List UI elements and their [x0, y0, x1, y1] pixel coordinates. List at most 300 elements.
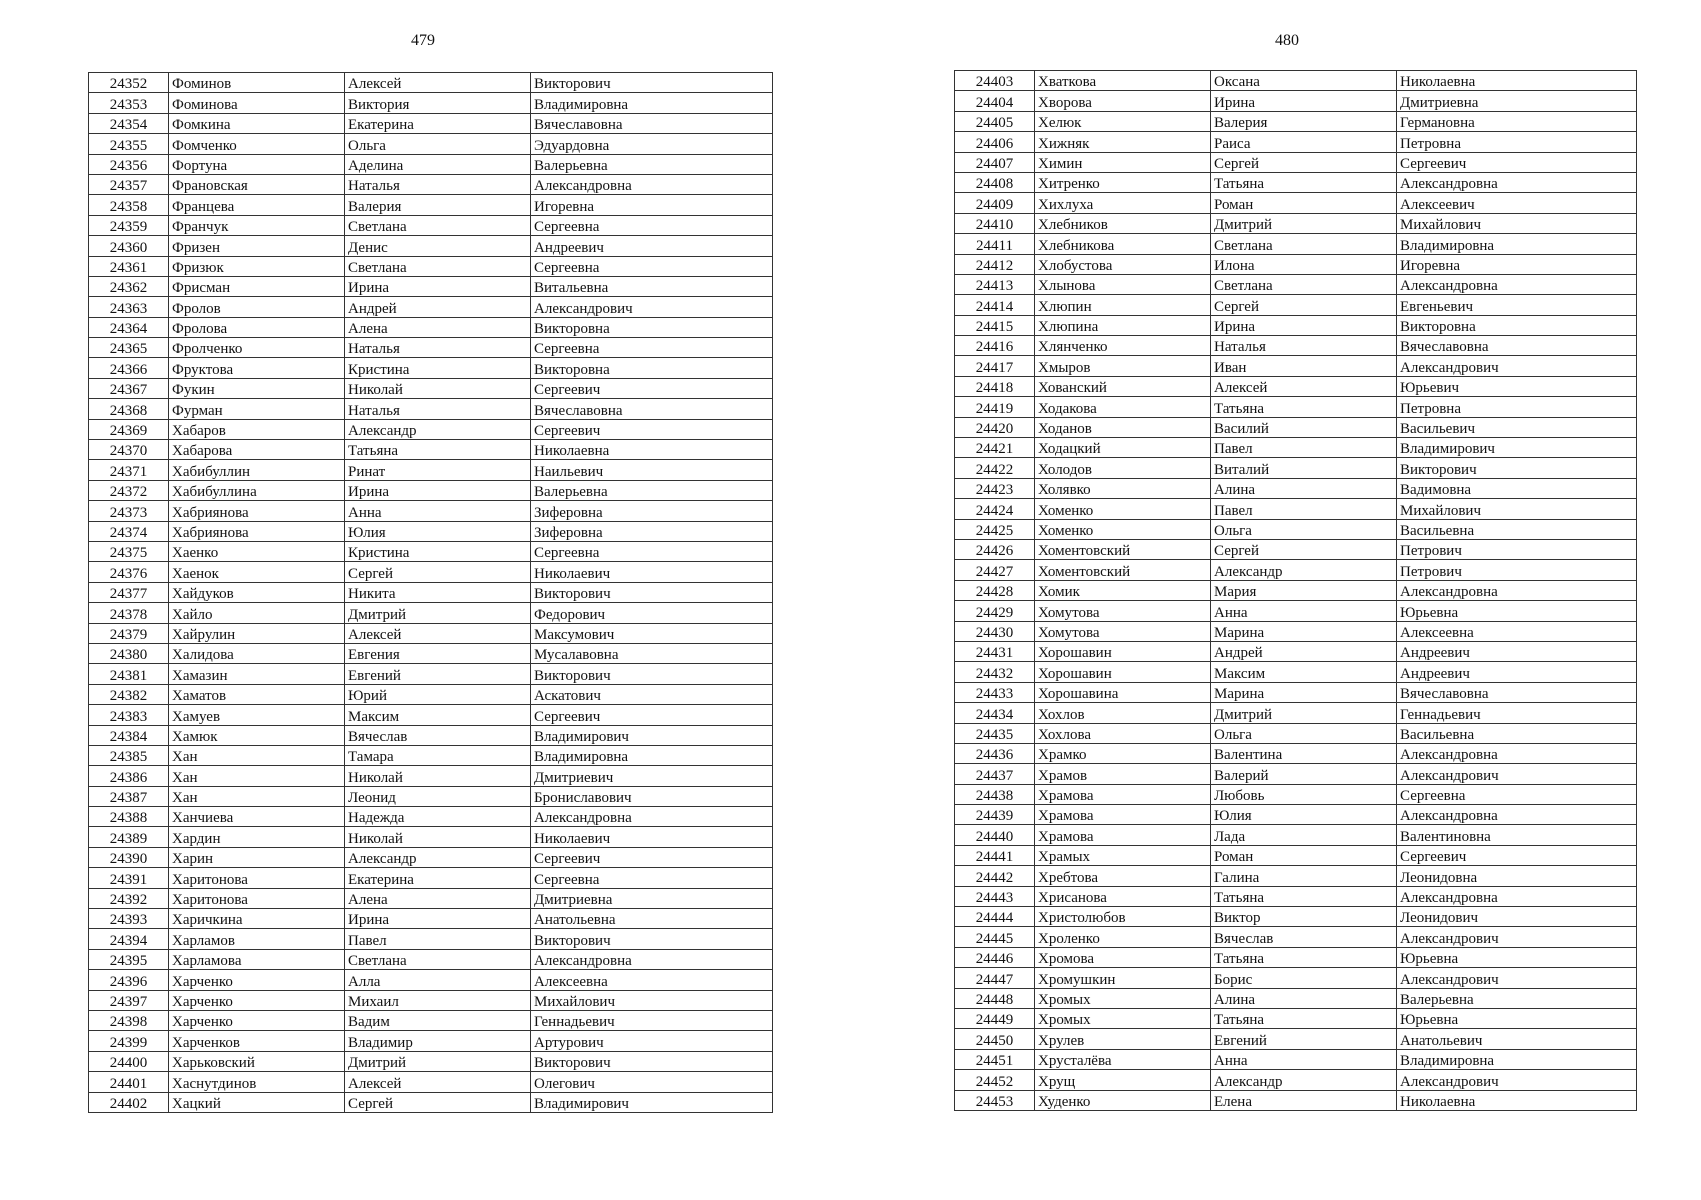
table-row — [89, 888, 773, 908]
first-name-cell: Павел — [345, 929, 531, 949]
last-name-cell: Франовская — [169, 174, 345, 194]
patronymic-cell: Сергеевна — [531, 215, 773, 235]
table-row — [955, 499, 1637, 519]
patronymic-cell: Сергеевна — [531, 338, 773, 358]
record-number-cell: 24374 — [89, 521, 169, 541]
table-row — [89, 1051, 773, 1071]
table-row — [955, 172, 1637, 192]
table-row — [89, 970, 773, 990]
record-number-cell: 24376 — [89, 562, 169, 582]
table-row — [955, 478, 1637, 498]
patronymic-cell: Александровна — [1397, 886, 1637, 906]
record-number-cell: 24444 — [955, 907, 1035, 927]
first-name-cell: Никита — [345, 582, 531, 602]
last-name-cell: Хорошавин — [1035, 641, 1211, 661]
last-name-cell: Харитонова — [169, 868, 345, 888]
first-name-cell: Алексей — [345, 1072, 531, 1092]
first-name-cell: Ирина — [1211, 315, 1397, 335]
first-name-cell: Татьяна — [1211, 886, 1397, 906]
record-number-cell: 24436 — [955, 743, 1035, 763]
patronymic-cell: Мусалавовна — [531, 643, 773, 663]
record-number-cell: 24366 — [89, 358, 169, 378]
first-name-cell: Светлана — [1211, 234, 1397, 254]
last-name-cell: Фролченко — [169, 338, 345, 358]
patronymic-cell: Владимировна — [531, 93, 773, 113]
first-name-cell: Алена — [345, 317, 531, 337]
patronymic-cell: Сергеевна — [531, 256, 773, 276]
table-row — [89, 317, 773, 337]
record-number-cell: 24361 — [89, 256, 169, 276]
record-number-cell: 24358 — [89, 195, 169, 215]
last-name-cell: Хан — [169, 745, 345, 765]
patronymic-cell: Сергеевич — [531, 847, 773, 867]
patronymic-cell: Александрович — [1397, 968, 1637, 988]
first-name-cell: Виктория — [345, 93, 531, 113]
first-name-cell: Андрей — [345, 297, 531, 317]
last-name-cell: Харитонова — [169, 888, 345, 908]
last-name-cell: Холявко — [1035, 478, 1211, 498]
record-number-cell: 24399 — [89, 1031, 169, 1051]
first-name-cell: Елена — [1211, 1090, 1397, 1110]
record-number-cell: 24445 — [955, 927, 1035, 947]
first-name-cell: Евгений — [345, 664, 531, 684]
last-name-cell: Хлянченко — [1035, 336, 1211, 356]
record-number-cell: 24392 — [89, 888, 169, 908]
last-name-cell: Фризен — [169, 236, 345, 256]
first-name-cell: Иван — [1211, 356, 1397, 376]
last-name-cell: Харьковский — [169, 1051, 345, 1071]
record-number-cell: 24397 — [89, 990, 169, 1010]
table-row — [89, 215, 773, 235]
last-name-cell: Хлебников — [1035, 213, 1211, 233]
table-row — [89, 134, 773, 154]
table-row — [89, 664, 773, 684]
first-name-cell: Николай — [345, 766, 531, 786]
first-name-cell: Наталья — [345, 174, 531, 194]
record-number-cell: 24378 — [89, 603, 169, 623]
last-name-cell: Хаенко — [169, 541, 345, 561]
table-row — [955, 947, 1637, 967]
last-name-cell: Хоменко — [1035, 499, 1211, 519]
table-row — [955, 1029, 1637, 1049]
first-name-cell: Ирина — [345, 909, 531, 929]
table-row — [89, 73, 773, 93]
last-name-cell: Хорошавин — [1035, 662, 1211, 682]
table-row — [89, 562, 773, 582]
first-name-cell: Светлана — [345, 215, 531, 235]
record-number-cell: 24402 — [89, 1092, 169, 1112]
last-name-cell: Фруктова — [169, 358, 345, 378]
patronymic-cell: Викторовна — [531, 317, 773, 337]
record-number-cell: 24453 — [955, 1090, 1035, 1110]
first-name-cell: Татьяна — [345, 440, 531, 460]
record-number-cell: 24367 — [89, 378, 169, 398]
patronymic-cell: Андреевич — [531, 236, 773, 256]
last-name-cell: Харченко — [169, 990, 345, 1010]
last-name-cell: Хромых — [1035, 988, 1211, 1008]
table-row — [955, 845, 1637, 865]
record-number-cell: 24448 — [955, 988, 1035, 1008]
record-number-cell: 24438 — [955, 784, 1035, 804]
patronymic-cell: Дмитриевич — [531, 766, 773, 786]
table-row — [89, 1010, 773, 1030]
patronymic-cell: Игоревна — [531, 195, 773, 215]
record-number-cell: 24433 — [955, 682, 1035, 702]
table-row — [955, 336, 1637, 356]
patronymic-cell: Александрович — [1397, 764, 1637, 784]
patronymic-cell: Петрович — [1397, 560, 1637, 580]
patronymic-cell: Сергеевна — [1397, 784, 1637, 804]
patronymic-cell: Николаевич — [531, 827, 773, 847]
first-name-cell: Николай — [345, 378, 531, 398]
patronymic-cell: Викторовна — [1397, 315, 1637, 335]
table-row — [89, 725, 773, 745]
patronymic-cell: Васильевна — [1397, 723, 1637, 743]
record-number-cell: 24427 — [955, 560, 1035, 580]
last-name-cell: Фролов — [169, 297, 345, 317]
last-name-cell: Фоминов — [169, 73, 345, 93]
first-name-cell: Ольга — [1211, 519, 1397, 539]
first-name-cell: Любовь — [1211, 784, 1397, 804]
table-row — [89, 1031, 773, 1051]
table-row — [89, 1092, 773, 1112]
patronymic-cell: Сергеевич — [531, 419, 773, 439]
first-name-cell: Вячеслав — [1211, 927, 1397, 947]
record-number-cell: 24398 — [89, 1010, 169, 1030]
patronymic-cell: Викторовна — [531, 358, 773, 378]
patronymic-cell: Александрович — [1397, 1070, 1637, 1090]
last-name-cell: Хохлов — [1035, 703, 1211, 723]
first-name-cell: Юлия — [345, 521, 531, 541]
table-row — [955, 682, 1637, 702]
last-name-cell: Хоменко — [1035, 519, 1211, 539]
table-row — [955, 988, 1637, 1008]
last-name-cell: Харичкина — [169, 909, 345, 929]
first-name-cell: Павел — [1211, 438, 1397, 458]
last-name-cell: Хамуев — [169, 705, 345, 725]
first-name-cell: Ольга — [345, 134, 531, 154]
page-number-right: 480 — [1275, 32, 1299, 49]
record-number-cell: 24412 — [955, 254, 1035, 274]
patronymic-cell: Зиферовна — [531, 521, 773, 541]
patronymic-cell: Владимировна — [1397, 234, 1637, 254]
table-row — [89, 623, 773, 643]
patronymic-cell: Николаевна — [531, 440, 773, 460]
record-number-cell: 24353 — [89, 93, 169, 113]
patronymic-cell: Викторович — [1397, 458, 1637, 478]
last-name-cell: Хардин — [169, 827, 345, 847]
table-row — [89, 541, 773, 561]
last-name-cell: Харин — [169, 847, 345, 867]
table-row — [89, 460, 773, 480]
first-name-cell: Вячеслав — [345, 725, 531, 745]
patronymic-cell: Вадимовна — [1397, 478, 1637, 498]
first-name-cell: Дмитрий — [1211, 213, 1397, 233]
record-number-cell: 24407 — [955, 152, 1035, 172]
table-row — [89, 603, 773, 623]
last-name-cell: Храмов — [1035, 764, 1211, 784]
last-name-cell: Храмых — [1035, 845, 1211, 865]
table-row — [955, 886, 1637, 906]
first-name-cell: Евгений — [1211, 1029, 1397, 1049]
record-number-cell: 24424 — [955, 499, 1035, 519]
record-number-cell: 24352 — [89, 73, 169, 93]
last-name-cell: Хроленко — [1035, 927, 1211, 947]
record-number-cell: 24390 — [89, 847, 169, 867]
last-name-cell: Хабаров — [169, 419, 345, 439]
patronymic-cell: Николаевич — [531, 562, 773, 582]
record-number-cell: 24446 — [955, 947, 1035, 967]
patronymic-cell: Юрьевна — [1397, 947, 1637, 967]
table-row — [89, 358, 773, 378]
patronymic-cell: Леонидович — [1397, 907, 1637, 927]
last-name-cell: Ходацкий — [1035, 438, 1211, 458]
patronymic-cell: Максумович — [531, 623, 773, 643]
patronymic-cell: Викторович — [531, 664, 773, 684]
first-name-cell: Максим — [345, 705, 531, 725]
patronymic-cell: Наильевич — [531, 460, 773, 480]
last-name-cell: Фомкина — [169, 113, 345, 133]
patronymic-cell: Сергеевич — [531, 378, 773, 398]
patronymic-cell: Сергеевич — [1397, 845, 1637, 865]
first-name-cell: Анна — [1211, 1049, 1397, 1069]
table-row — [89, 440, 773, 460]
first-name-cell: Валентина — [1211, 743, 1397, 763]
patronymic-cell: Юрьевна — [1397, 601, 1637, 621]
first-name-cell: Светлана — [1211, 274, 1397, 294]
last-name-cell: Фукин — [169, 378, 345, 398]
patronymic-cell: Алексеевич — [1397, 193, 1637, 213]
patronymic-cell: Эдуардовна — [531, 134, 773, 154]
first-name-cell: Дмитрий — [345, 603, 531, 623]
first-name-cell: Светлана — [345, 949, 531, 969]
last-name-cell: Хлюпин — [1035, 295, 1211, 315]
first-name-cell: Оксана — [1211, 71, 1397, 91]
table-row — [955, 458, 1637, 478]
patronymic-cell: Алексеевна — [1397, 621, 1637, 641]
first-name-cell: Сергей — [1211, 539, 1397, 559]
last-name-cell: Харламов — [169, 929, 345, 949]
first-name-cell: Андрей — [1211, 641, 1397, 661]
last-name-cell: Химин — [1035, 152, 1211, 172]
patronymic-cell: Владимировна — [531, 745, 773, 765]
table-row — [955, 193, 1637, 213]
first-name-cell: Марина — [1211, 621, 1397, 641]
record-number-cell: 24413 — [955, 274, 1035, 294]
first-name-cell: Наталья — [345, 399, 531, 419]
record-number-cell: 24434 — [955, 703, 1035, 723]
record-number-cell: 24357 — [89, 174, 169, 194]
first-name-cell: Василий — [1211, 417, 1397, 437]
first-name-cell: Кристина — [345, 541, 531, 561]
last-name-cell: Хитренко — [1035, 172, 1211, 192]
last-name-cell: Хворова — [1035, 91, 1211, 111]
record-number-cell: 24437 — [955, 764, 1035, 784]
last-name-cell: Храмова — [1035, 805, 1211, 825]
table-row — [89, 256, 773, 276]
last-name-cell: Хамюк — [169, 725, 345, 745]
patronymic-cell: Александровна — [1397, 172, 1637, 192]
last-name-cell: Фортуна — [169, 154, 345, 174]
first-name-cell: Алина — [1211, 478, 1397, 498]
patronymic-cell: Евгеньевич — [1397, 295, 1637, 315]
table-row — [89, 990, 773, 1010]
last-name-cell: Хлебникова — [1035, 234, 1211, 254]
last-name-cell: Хрусталёва — [1035, 1049, 1211, 1069]
record-number-cell: 24411 — [955, 234, 1035, 254]
patronymic-cell: Петрович — [1397, 539, 1637, 559]
table-row — [89, 827, 773, 847]
patronymic-cell: Александровна — [531, 174, 773, 194]
last-name-cell: Хорошавина — [1035, 682, 1211, 702]
last-name-cell: Хабибуллин — [169, 460, 345, 480]
patronymic-cell: Викторович — [531, 929, 773, 949]
patronymic-cell: Александрович — [1397, 356, 1637, 376]
last-name-cell: Хомутова — [1035, 621, 1211, 641]
last-name-cell: Хихлуха — [1035, 193, 1211, 213]
record-number-cell: 24441 — [955, 845, 1035, 865]
last-name-cell: Храмова — [1035, 784, 1211, 804]
table-row — [89, 501, 773, 521]
last-name-cell: Фоминова — [169, 93, 345, 113]
table-row — [955, 580, 1637, 600]
last-name-cell: Хан — [169, 766, 345, 786]
record-number-cell: 24370 — [89, 440, 169, 460]
record-number-cell: 24364 — [89, 317, 169, 337]
page-number-left: 479 — [411, 32, 435, 49]
first-name-cell: Татьяна — [1211, 947, 1397, 967]
table-row — [89, 684, 773, 704]
record-number-cell: 24418 — [955, 376, 1035, 396]
last-name-cell: Хайло — [169, 603, 345, 623]
table-row — [955, 784, 1637, 804]
table-row — [955, 213, 1637, 233]
record-number-cell: 24388 — [89, 807, 169, 827]
record-number-cell: 24372 — [89, 480, 169, 500]
record-number-cell: 24414 — [955, 295, 1035, 315]
table-row — [89, 745, 773, 765]
patronymic-cell: Юрьевна — [1397, 1008, 1637, 1028]
record-number-cell: 24408 — [955, 172, 1035, 192]
first-name-cell: Марина — [1211, 682, 1397, 702]
roster-table-left — [88, 72, 773, 1113]
record-number-cell: 24403 — [955, 71, 1035, 91]
table-row — [89, 174, 773, 194]
record-number-cell: 24421 — [955, 438, 1035, 458]
first-name-cell: Раиса — [1211, 132, 1397, 152]
record-number-cell: 24384 — [89, 725, 169, 745]
record-number-cell: 24355 — [89, 134, 169, 154]
record-number-cell: 24428 — [955, 580, 1035, 600]
first-name-cell: Лада — [1211, 825, 1397, 845]
patronymic-cell: Леонидовна — [1397, 866, 1637, 886]
patronymic-cell: Николаевна — [1397, 71, 1637, 91]
first-name-cell: Владимир — [345, 1031, 531, 1051]
patronymic-cell: Викторович — [531, 73, 773, 93]
first-name-cell: Алексей — [345, 73, 531, 93]
record-number-cell: 24409 — [955, 193, 1035, 213]
last-name-cell: Хелюк — [1035, 111, 1211, 131]
first-name-cell: Татьяна — [1211, 1008, 1397, 1028]
table-row — [955, 641, 1637, 661]
last-name-cell: Харченков — [169, 1031, 345, 1051]
record-number-cell: 24449 — [955, 1008, 1035, 1028]
last-name-cell: Хромушкин — [1035, 968, 1211, 988]
patronymic-cell: Владимирович — [531, 725, 773, 745]
table-row — [89, 297, 773, 317]
table-row — [89, 378, 773, 398]
patronymic-cell: Александрович — [531, 297, 773, 317]
patronymic-cell: Александровна — [1397, 274, 1637, 294]
table-row — [955, 315, 1637, 335]
record-number-cell: 24420 — [955, 417, 1035, 437]
table-row — [89, 113, 773, 133]
first-name-cell: Алексей — [1211, 376, 1397, 396]
first-name-cell: Виталий — [1211, 458, 1397, 478]
first-name-cell: Евгения — [345, 643, 531, 663]
first-name-cell: Ирина — [345, 276, 531, 296]
first-name-cell: Сергей — [345, 1092, 531, 1112]
first-name-cell: Сергей — [1211, 295, 1397, 315]
record-number-cell: 24425 — [955, 519, 1035, 539]
table-row — [89, 236, 773, 256]
patronymic-cell: Александровна — [1397, 580, 1637, 600]
patronymic-cell: Алексеевна — [531, 970, 773, 990]
patronymic-cell: Петровна — [1397, 397, 1637, 417]
first-name-cell: Михаил — [345, 990, 531, 1010]
table-row — [955, 376, 1637, 396]
patronymic-cell: Геннадьевич — [1397, 703, 1637, 723]
record-number-cell: 24369 — [89, 419, 169, 439]
first-name-cell: Юлия — [1211, 805, 1397, 825]
last-name-cell: Фризюк — [169, 256, 345, 276]
last-name-cell: Хмыров — [1035, 356, 1211, 376]
table-row — [89, 480, 773, 500]
table-row — [89, 419, 773, 439]
last-name-cell: Хамазин — [169, 664, 345, 684]
patronymic-cell: Артурович — [531, 1031, 773, 1051]
first-name-cell: Татьяна — [1211, 397, 1397, 417]
patronymic-cell: Аскатович — [531, 684, 773, 704]
patronymic-cell: Михайлович — [531, 990, 773, 1010]
record-number-cell: 24452 — [955, 1070, 1035, 1090]
first-name-cell: Галина — [1211, 866, 1397, 886]
record-number-cell: 24368 — [89, 399, 169, 419]
record-number-cell: 24404 — [955, 91, 1035, 111]
first-name-cell: Екатерина — [345, 868, 531, 888]
record-number-cell: 24419 — [955, 397, 1035, 417]
last-name-cell: Хованский — [1035, 376, 1211, 396]
last-name-cell: Хабарова — [169, 440, 345, 460]
first-name-cell: Наталья — [345, 338, 531, 358]
last-name-cell: Фурман — [169, 399, 345, 419]
table-row — [89, 868, 773, 888]
last-name-cell: Хижняк — [1035, 132, 1211, 152]
first-name-cell: Александр — [345, 419, 531, 439]
first-name-cell: Алина — [1211, 988, 1397, 1008]
record-number-cell: 24363 — [89, 297, 169, 317]
first-name-cell: Валерия — [345, 195, 531, 215]
last-name-cell: Хайдуков — [169, 582, 345, 602]
table-row — [955, 539, 1637, 559]
record-number-cell: 24365 — [89, 338, 169, 358]
record-number-cell: 24432 — [955, 662, 1035, 682]
table-row — [89, 949, 773, 969]
patronymic-cell: Анатольевич — [1397, 1029, 1637, 1049]
record-number-cell: 24379 — [89, 623, 169, 643]
last-name-cell: Хромых — [1035, 1008, 1211, 1028]
first-name-cell: Мария — [1211, 580, 1397, 600]
